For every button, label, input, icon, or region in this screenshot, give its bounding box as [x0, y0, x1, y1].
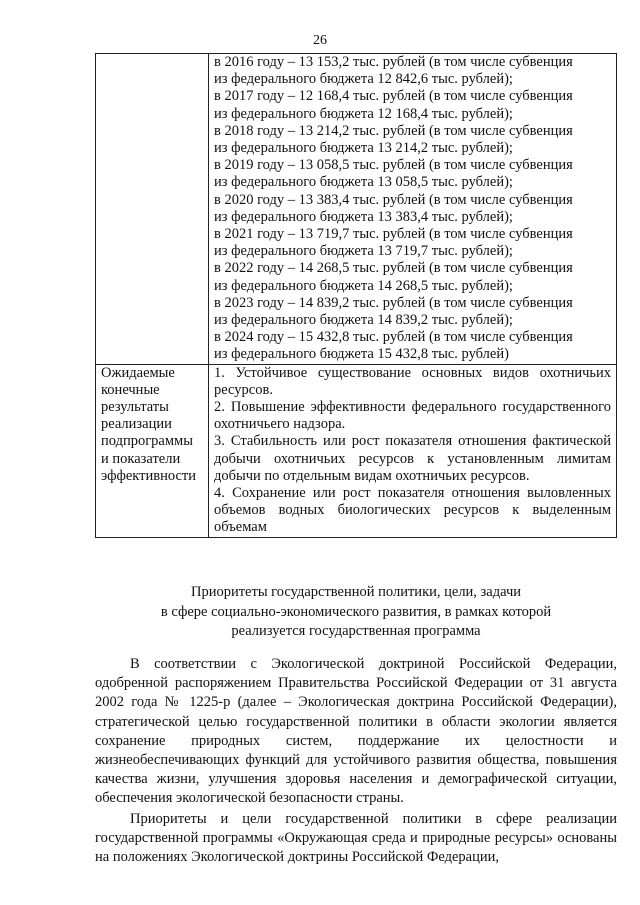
section-heading-line: в сфере социально-экономического развития, в рамках которой [160, 603, 552, 620]
section-heading [95, 583, 617, 642]
financing-line: из федерального бюджета 12 168,4 тыс. рублей); [214, 105, 513, 122]
financing-year-2017 [214, 88, 611, 122]
financing-label-cell [96, 54, 209, 365]
financing-line: в 2020 году – 13 383,4 тыс. рублей (в том числе субвенция [214, 191, 573, 208]
expected-result-item: 3. Стабильность или рост показателя отношения фактической добычи охотничьих ресурсов к установленным лимитам добычи по отдельным видам охотничьих ресурсов. [214, 433, 611, 484]
financing-year-2021 [214, 226, 611, 260]
financing-year-2016 [214, 54, 611, 88]
financing-line: в 2016 году – 13 153,2 тыс. рублей (в том числе субвенция [214, 54, 573, 70]
financing-line: из федерального бюджета 15 432,8 тыс. рублей) [214, 346, 509, 363]
financing-line: из федерального бюджета 13 383,4 тыс. рублей); [214, 208, 513, 225]
section-heading-line: Приоритеты государственной политики, цели, задачи [190, 584, 522, 600]
financing-line: в 2021 году – 13 719,7 тыс. рублей (в том числе субвенция [214, 226, 573, 243]
expected-results-cell [209, 364, 617, 537]
financing-row [96, 54, 617, 365]
financing-line: из федерального бюджета 13 058,5 тыс. рублей); [214, 174, 513, 191]
financing-line: из федерального бюджета 14 839,2 тыс. рублей); [214, 312, 513, 329]
financing-line: в 2018 году – 13 214,2 тыс. рублей (в том числе субвенция [214, 122, 573, 139]
subprogram-passport-table [95, 53, 617, 538]
body-paragraph: В соответствии с Экологической доктриной Российской Федерации, одобренной распоряжением Правительства Российской Федерации от 31 августа 2002 года № 1225-р (далее – Экологическая доктрина Российской Федерации), стратегической целью государственной политики в области экологии является сохранение природных систем, поддержание их целостности и жизнеобеспечивающих функций для устойчивого развития общества, повышения качества жизни, улучшения здоровья населения и демографической ситуации, обеспечения экологической безопасности страны. [95, 656, 617, 807]
financing-year-2024 [214, 329, 611, 363]
expected-results-row [96, 364, 617, 537]
financing-line: в 2022 году – 14 268,5 тыс. рублей (в том числе субвенция [214, 260, 573, 277]
financing-line: из федерального бюджета 14 268,5 тыс. рублей); [214, 277, 513, 294]
financing-line: в 2019 году – 13 058,5 тыс. рублей (в том числе субвенция [214, 157, 573, 174]
financing-line: из федерального бюджета 12 842,6 тыс. рублей); [214, 71, 513, 88]
financing-year-2018 [214, 123, 611, 157]
expected-result-item: 2. Повышение эффективности федерального государственного охотничьего надзора. [214, 399, 611, 433]
body-paragraph: Приоритеты и цели государственной политики в сфере реализации государственной программы «Окружающая среда и природные ресурсы» основаны на положениях Экологической доктрины Российской Федерации, [95, 811, 617, 866]
financing-line: из федерального бюджета 13 719,7 тыс. рублей); [214, 243, 513, 260]
expected-results-label: Ожидаемые конечные результаты реализации подпрограммы и показатели эффективности [96, 364, 209, 537]
section-heading-line: реализуется государственная программа [231, 623, 481, 639]
financing-year-2019 [214, 157, 611, 191]
financing-line: в 2023 году – 14 839,2 тыс. рублей (в том числе субвенция [214, 294, 573, 311]
financing-year-2023 [214, 295, 611, 329]
financing-year-2022 [214, 260, 611, 294]
financing-line: в 2024 году – 15 432,8 тыс. рублей (в том числе субвенция [214, 329, 573, 346]
financing-year-2020 [214, 192, 611, 226]
financing-line: в 2017 году – 12 168,4 тыс. рублей (в том числе субвенция [214, 88, 573, 105]
financing-line: из федерального бюджета 13 214,2 тыс. рублей); [214, 140, 513, 157]
page-number: 26 [313, 33, 327, 48]
expected-result-item: 4. Сохранение или рост показателя отношения выловленных объемов водных биологических ресурсов к выделенным объемам [214, 485, 611, 536]
expected-result-item: 1. Устойчивое существование основных видов охотничьих ресурсов. [214, 364, 611, 398]
financing-values-cell [209, 54, 617, 365]
